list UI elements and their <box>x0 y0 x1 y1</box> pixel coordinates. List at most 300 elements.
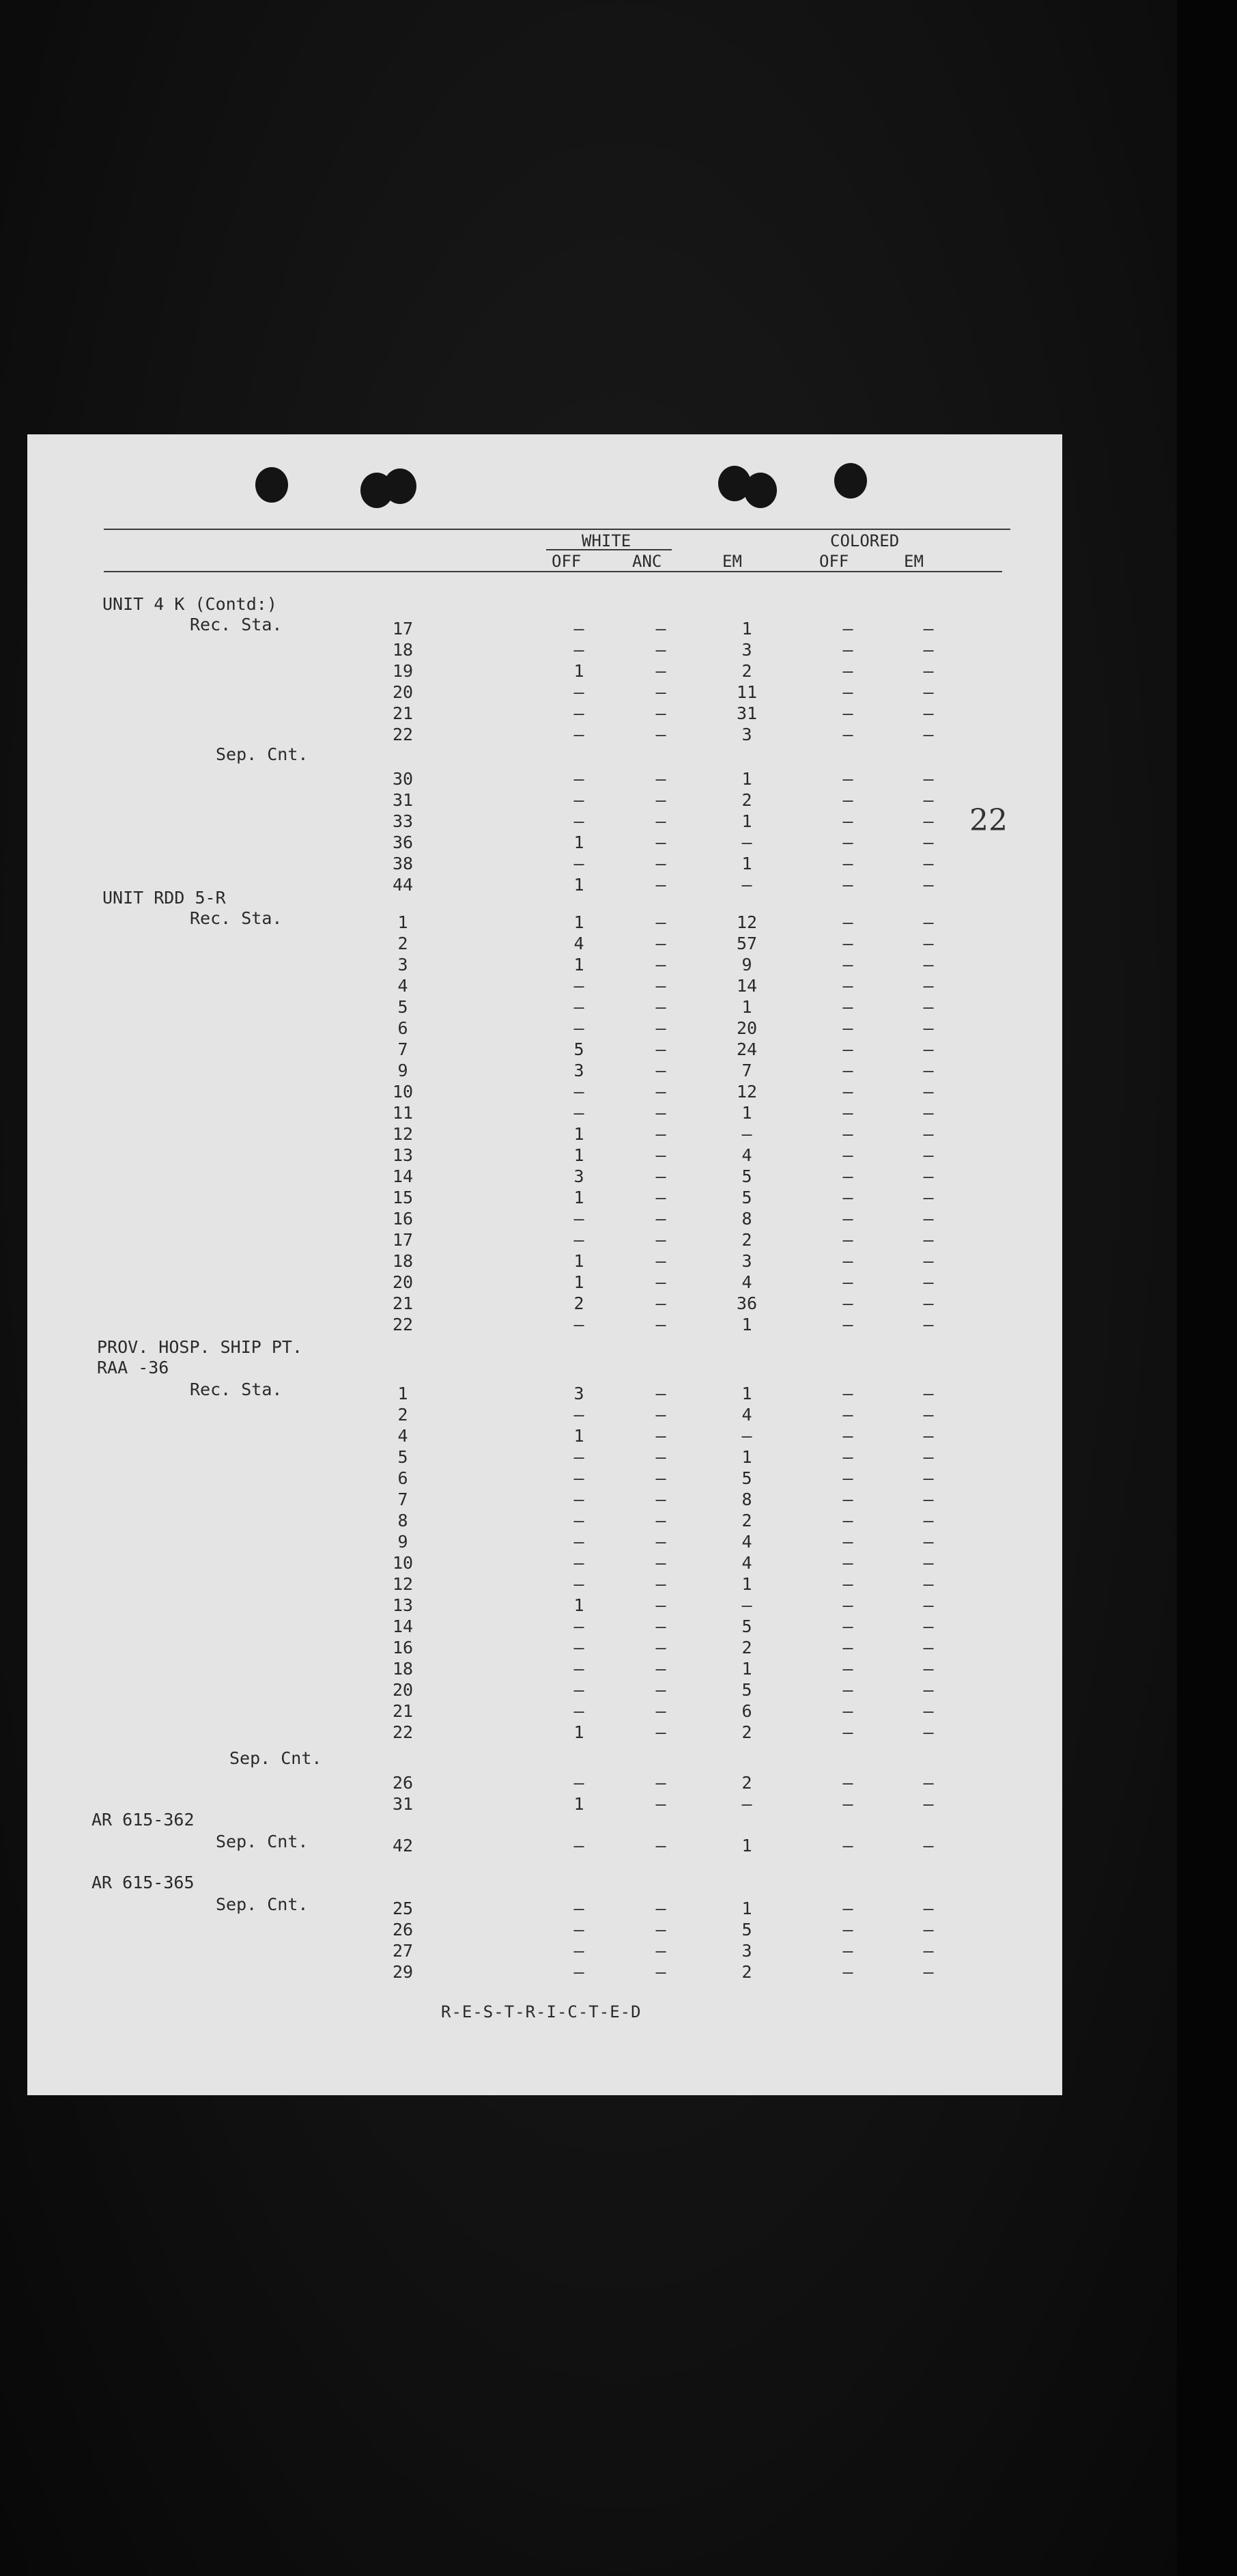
white-anc-cell: – <box>655 1553 666 1573</box>
white-off-cell: – <box>573 1532 584 1552</box>
day-cell: 13 <box>392 1145 414 1165</box>
white-off-cell: – <box>573 1405 584 1425</box>
section-label: AR 615-362 <box>91 1810 195 1830</box>
white-anc-cell: – <box>655 976 666 996</box>
white-off-cell: 3 <box>573 1061 584 1080</box>
restricted-footer: R-E-S-T-R-I-C-T-E-D <box>441 2002 642 2021</box>
colored-off-cell: – <box>842 1061 853 1080</box>
white-anc-cell: – <box>655 1574 666 1594</box>
day-cell: 10 <box>392 1082 414 1102</box>
white-off-cell: – <box>573 640 584 660</box>
white-em-cell: 6 <box>741 1701 752 1721</box>
white-em-cell: – <box>741 832 752 852</box>
white-em-cell: 5 <box>741 1680 752 1700</box>
section-label: PROV. HOSP. SHIP PT. <box>97 1337 303 1357</box>
colored-em-cell: – <box>923 997 934 1017</box>
colored-off-cell: – <box>842 1659 853 1679</box>
colored-em-cell: – <box>923 934 934 953</box>
day-cell: 16 <box>392 1638 414 1657</box>
subsection-label: Sep. Cnt. <box>216 1894 309 1914</box>
white-off-cell: – <box>573 1899 584 1918</box>
colored-off-cell: – <box>842 1188 853 1207</box>
day-cell: 1 <box>397 912 408 932</box>
white-off-cell: 1 <box>573 661 584 681</box>
colored-off-cell: – <box>842 1941 853 1961</box>
colored-off-cell: – <box>842 1315 853 1334</box>
day-cell: 19 <box>392 661 414 681</box>
white-anc-cell: – <box>655 854 666 873</box>
colored-off-cell: – <box>842 1124 853 1144</box>
day-cell: 3 <box>397 955 408 975</box>
day-cell: 12 <box>392 1124 414 1144</box>
white-off-cell: – <box>573 811 584 831</box>
colored-off-cell: – <box>842 1251 853 1271</box>
colored-off-cell: – <box>842 1145 853 1165</box>
colored-off-cell: – <box>842 1532 853 1552</box>
white-anc-cell: – <box>655 1082 666 1102</box>
colored-off-cell: – <box>842 1209 853 1229</box>
colored-off-cell: – <box>842 1680 853 1700</box>
colored-em-cell: – <box>923 1447 934 1467</box>
white-off-cell: 1 <box>573 832 584 852</box>
white-off-cell: 1 <box>573 1124 584 1144</box>
colored-off-cell: – <box>842 1701 853 1721</box>
colored-em-cell: – <box>923 769 934 789</box>
colored-off-cell: – <box>842 1103 853 1123</box>
white-off-cell: – <box>573 1962 584 1982</box>
day-cell: 5 <box>397 997 408 1017</box>
white-anc-cell: – <box>655 790 666 810</box>
colored-off-cell: – <box>842 640 853 660</box>
colored-em-cell: – <box>923 790 934 810</box>
day-cell: 27 <box>392 1941 414 1961</box>
page-number: 22 <box>969 803 1008 838</box>
colored-off-cell: – <box>842 1616 853 1636</box>
colored-em-cell: – <box>923 1405 934 1425</box>
white-em-cell: 3 <box>741 640 752 660</box>
colored-em-cell: – <box>923 1426 934 1446</box>
white-anc-cell: – <box>655 1145 666 1165</box>
white-off-cell: – <box>573 997 584 1017</box>
white-em-cell: 1 <box>741 1447 752 1467</box>
white-off-cell: – <box>573 769 584 789</box>
white-off-cell: – <box>573 1553 584 1573</box>
colored-off-cell: – <box>842 934 853 953</box>
colored-off-cell: – <box>842 1638 853 1657</box>
subsection-label: Sep. Cnt. <box>216 744 309 764</box>
white-em-cell: 36 <box>736 1293 758 1313</box>
colored-off-cell: – <box>842 955 853 975</box>
colored-em-cell: – <box>923 1293 934 1313</box>
day-cell: 5 <box>397 1447 408 1467</box>
colored-off-cell: – <box>842 1794 853 1814</box>
white-em-cell: 4 <box>741 1553 752 1573</box>
white-anc-cell: – <box>655 1209 666 1229</box>
colored-em-cell: – <box>923 682 934 702</box>
white-off-cell: – <box>573 725 584 744</box>
white-anc-cell: – <box>655 934 666 953</box>
day-cell: 42 <box>392 1836 414 1856</box>
white-anc-cell: – <box>655 1251 666 1271</box>
white-anc-cell: – <box>655 1272 666 1292</box>
subsection-label: Rec. Sta. <box>190 908 283 928</box>
white-em-cell: 1 <box>741 1315 752 1334</box>
white-off-cell: 1 <box>573 912 584 932</box>
colored-em-cell: – <box>923 912 934 932</box>
colored-em-cell: – <box>923 811 934 831</box>
colored-em-cell: – <box>923 1039 934 1059</box>
colored-off-cell: – <box>842 1511 853 1530</box>
colored-em-cell: – <box>923 725 934 744</box>
white-em-cell: 8 <box>741 1209 752 1229</box>
day-cell: 6 <box>397 1468 408 1488</box>
white-anc-cell: – <box>655 1230 666 1250</box>
colored-off-header: OFF <box>819 552 849 571</box>
white-em-cell: 2 <box>741 661 752 681</box>
colored-em-cell: – <box>923 1941 934 1961</box>
colored-em-cell: – <box>923 1209 934 1229</box>
colored-em-cell: – <box>923 955 934 975</box>
colored-off-cell: – <box>842 1574 853 1594</box>
white-em-cell: 12 <box>736 1082 758 1102</box>
white-off-cell: 2 <box>573 1293 584 1313</box>
day-cell: 13 <box>392 1595 414 1615</box>
white-em-cell: 4 <box>741 1272 752 1292</box>
colored-em-cell: – <box>923 832 934 852</box>
colored-off-cell: – <box>842 811 853 831</box>
white-em-cell: 2 <box>741 1230 752 1250</box>
day-cell: 7 <box>397 1039 408 1059</box>
white-em-header: EM <box>722 552 742 571</box>
white-em-cell: 8 <box>741 1489 752 1509</box>
colored-off-cell: – <box>842 1039 853 1059</box>
white-off-cell: – <box>573 703 584 723</box>
white-anc-cell: – <box>655 912 666 932</box>
colored-off-cell: – <box>842 1272 853 1292</box>
white-off-cell: 1 <box>573 1794 584 1814</box>
white-em-cell: 3 <box>741 1251 752 1271</box>
white-anc-cell: – <box>655 682 666 702</box>
white-em-cell: 1 <box>741 1899 752 1918</box>
colored-off-cell: – <box>842 703 853 723</box>
day-cell: 2 <box>397 934 408 953</box>
colored-em-cell: – <box>923 1166 934 1186</box>
white-anc-cell: – <box>655 703 666 723</box>
white-off-cell: – <box>573 1489 584 1509</box>
day-cell: 6 <box>397 1018 408 1038</box>
day-cell: 4 <box>397 1426 408 1446</box>
colored-off-cell: – <box>842 1773 853 1793</box>
colored-em-header: EM <box>904 552 924 571</box>
white-anc-cell: – <box>655 1166 666 1186</box>
white-em-cell: 12 <box>736 912 758 932</box>
colored-off-cell: – <box>842 1426 853 1446</box>
white-em-cell: 7 <box>741 1061 752 1080</box>
white-off-cell: – <box>573 619 584 639</box>
white-off-cell: 1 <box>573 1188 584 1207</box>
day-cell: 25 <box>392 1899 414 1918</box>
white-em-cell: 14 <box>736 976 758 996</box>
white-off-cell: 3 <box>573 1166 584 1186</box>
colored-em-cell: – <box>923 1489 934 1509</box>
colored-em-cell: – <box>923 640 934 660</box>
day-cell: 26 <box>392 1773 414 1793</box>
colored-em-cell: – <box>923 1680 934 1700</box>
white-em-cell: 2 <box>741 1773 752 1793</box>
white-anc-cell: – <box>655 1489 666 1509</box>
section-label: UNIT 4 K (Contd:) <box>102 594 277 614</box>
white-off-cell: 1 <box>573 1272 584 1292</box>
white-anc-cell: – <box>655 1722 666 1742</box>
subsection-label: Sep. Cnt. <box>216 1832 309 1851</box>
header-rule <box>104 571 1002 572</box>
white-off-cell: – <box>573 854 584 873</box>
day-cell: 22 <box>392 725 414 744</box>
white-em-cell: 4 <box>741 1405 752 1425</box>
white-off-cell: 1 <box>573 1722 584 1742</box>
colored-em-cell: – <box>923 1103 934 1123</box>
colored-em-cell: – <box>923 1616 934 1636</box>
colored-header: COLORED <box>830 531 900 550</box>
day-cell: 11 <box>392 1103 414 1123</box>
colored-off-cell: – <box>842 1553 853 1573</box>
white-em-cell: 3 <box>741 1941 752 1961</box>
white-off-cell: – <box>573 1082 584 1102</box>
white-em-cell: 4 <box>741 1145 752 1165</box>
day-cell: 31 <box>392 1794 414 1814</box>
white-anc-cell: – <box>655 997 666 1017</box>
day-cell: 38 <box>392 854 414 873</box>
white-em-cell: 5 <box>741 1468 752 1488</box>
white-em-cell: 1 <box>741 1384 752 1403</box>
day-cell: 18 <box>392 640 414 660</box>
colored-em-cell: – <box>923 1251 934 1271</box>
colored-off-cell: – <box>842 1836 853 1856</box>
white-em-cell: 1 <box>741 1574 752 1594</box>
day-cell: 22 <box>392 1315 414 1334</box>
colored-off-cell: – <box>842 1405 853 1425</box>
top-rule <box>104 529 1010 530</box>
white-anc-cell: – <box>655 1680 666 1700</box>
white-em-cell: – <box>741 1595 752 1615</box>
white-anc-cell: – <box>655 725 666 744</box>
punch-hole <box>834 463 867 499</box>
colored-em-cell: – <box>923 703 934 723</box>
day-cell: 7 <box>397 1489 408 1509</box>
colored-em-cell: – <box>923 1315 934 1334</box>
white-anc-cell: – <box>655 1061 666 1080</box>
white-anc-cell: – <box>655 1920 666 1940</box>
section-label: RAA -36 <box>97 1358 169 1377</box>
colored-em-cell: – <box>923 1899 934 1918</box>
colored-off-cell: – <box>842 1489 853 1509</box>
day-cell: 33 <box>392 811 414 831</box>
colored-em-cell: – <box>923 1773 934 1793</box>
white-anc-cell: – <box>655 1018 666 1038</box>
white-em-cell: 9 <box>741 955 752 975</box>
colored-off-cell: – <box>842 1082 853 1102</box>
day-cell: 29 <box>392 1962 414 1982</box>
subsection-label: Rec. Sta. <box>190 1380 283 1399</box>
white-em-cell: 57 <box>736 934 758 953</box>
day-cell: 12 <box>392 1574 414 1594</box>
white-off-header: OFF <box>552 552 582 571</box>
colored-em-cell: – <box>923 1511 934 1530</box>
white-off-cell: 1 <box>573 1426 584 1446</box>
day-cell: 20 <box>392 1272 414 1292</box>
white-off-cell: – <box>573 1773 584 1793</box>
white-em-cell: 5 <box>741 1166 752 1186</box>
white-anc-cell: – <box>655 1616 666 1636</box>
white-anc-cell: – <box>655 1315 666 1334</box>
white-anc-cell: – <box>655 1426 666 1446</box>
colored-em-cell: – <box>923 1018 934 1038</box>
white-anc-header: ANC <box>632 552 662 571</box>
colored-em-cell: – <box>923 1468 934 1488</box>
white-anc-cell: – <box>655 1039 666 1059</box>
white-anc-cell: – <box>655 1103 666 1123</box>
white-off-cell: – <box>573 1920 584 1940</box>
colored-em-cell: – <box>923 1638 934 1657</box>
white-anc-cell: – <box>655 1447 666 1467</box>
white-off-cell: – <box>573 1701 584 1721</box>
day-cell: 2 <box>397 1405 408 1425</box>
white-off-cell: – <box>573 1230 584 1250</box>
white-anc-cell: – <box>655 640 666 660</box>
colored-em-cell: – <box>923 875 934 895</box>
day-cell: 21 <box>392 1293 414 1313</box>
white-anc-cell: – <box>655 1836 666 1856</box>
colored-em-cell: – <box>923 1722 934 1742</box>
white-em-cell: 11 <box>736 682 758 702</box>
colored-em-cell: – <box>923 1188 934 1207</box>
white-off-cell: – <box>573 1659 584 1679</box>
white-em-cell: – <box>741 1124 752 1144</box>
white-em-cell: 5 <box>741 1188 752 1207</box>
white-off-cell: 1 <box>573 955 584 975</box>
film-edge <box>1177 0 1237 2576</box>
white-anc-cell: – <box>655 811 666 831</box>
day-cell: 26 <box>392 1920 414 1940</box>
white-em-cell: 1 <box>741 997 752 1017</box>
colored-em-cell: – <box>923 1553 934 1573</box>
day-cell: 21 <box>392 703 414 723</box>
colored-off-cell: – <box>842 1899 853 1918</box>
day-cell: 8 <box>397 1511 408 1530</box>
colored-off-cell: – <box>842 1018 853 1038</box>
colored-off-cell: – <box>842 875 853 895</box>
day-cell: 44 <box>392 875 414 895</box>
colored-off-cell: – <box>842 976 853 996</box>
colored-em-cell: – <box>923 1574 934 1594</box>
white-em-cell: 1 <box>741 811 752 831</box>
colored-off-cell: – <box>842 1384 853 1403</box>
white-em-cell: 2 <box>741 790 752 810</box>
section-label: AR 615-365 <box>91 1873 195 1892</box>
white-em-cell: 24 <box>736 1039 758 1059</box>
day-cell: 1 <box>397 1384 408 1403</box>
white-anc-cell: – <box>655 832 666 852</box>
day-cell: 31 <box>392 790 414 810</box>
white-off-cell: – <box>573 1103 584 1123</box>
white-off-cell: – <box>573 1680 584 1700</box>
white-anc-cell: – <box>655 1701 666 1721</box>
colored-em-cell: – <box>923 1124 934 1144</box>
white-em-cell: 1 <box>741 1659 752 1679</box>
punch-hole <box>744 473 777 508</box>
day-cell: 15 <box>392 1188 414 1207</box>
white-anc-cell: – <box>655 619 666 639</box>
colored-off-cell: – <box>842 790 853 810</box>
day-cell: 22 <box>392 1722 414 1742</box>
day-cell: 18 <box>392 1251 414 1271</box>
colored-em-cell: – <box>923 1384 934 1403</box>
white-off-cell: 1 <box>573 1251 584 1271</box>
colored-em-cell: – <box>923 1794 934 1814</box>
white-off-cell: – <box>573 1209 584 1229</box>
white-em-cell: 2 <box>741 1722 752 1742</box>
white-em-cell: 5 <box>741 1616 752 1636</box>
colored-em-cell: – <box>923 1595 934 1615</box>
subsection-label: Rec. Sta. <box>190 615 283 634</box>
white-em-cell: 1 <box>741 769 752 789</box>
white-anc-cell: – <box>655 1638 666 1657</box>
colored-em-cell: – <box>923 1061 934 1080</box>
day-cell: 4 <box>397 976 408 996</box>
white-anc-cell: – <box>655 1405 666 1425</box>
day-cell: 21 <box>392 1701 414 1721</box>
colored-em-cell: – <box>923 1659 934 1679</box>
colored-em-cell: – <box>923 1272 934 1292</box>
white-anc-cell: – <box>655 1962 666 1982</box>
white-anc-cell: – <box>655 955 666 975</box>
white-em-cell: 31 <box>736 703 758 723</box>
white-header: WHITE <box>582 531 631 550</box>
white-anc-cell: – <box>655 1532 666 1552</box>
day-cell: 20 <box>392 1680 414 1700</box>
document-page <box>27 434 1062 2095</box>
white-off-cell: 4 <box>573 934 584 953</box>
white-off-cell: – <box>573 976 584 996</box>
colored-off-cell: – <box>842 1447 853 1467</box>
day-cell: 17 <box>392 1230 414 1250</box>
white-anc-cell: – <box>655 1188 666 1207</box>
white-anc-cell: – <box>655 1899 666 1918</box>
colored-em-cell: – <box>923 1920 934 1940</box>
day-cell: 16 <box>392 1209 414 1229</box>
white-anc-cell: – <box>655 1384 666 1403</box>
white-em-cell: 1 <box>741 619 752 639</box>
white-off-cell: – <box>573 1018 584 1038</box>
colored-em-cell: – <box>923 661 934 681</box>
colored-off-cell: – <box>842 854 853 873</box>
colored-off-cell: – <box>842 1595 853 1615</box>
colored-off-cell: – <box>842 769 853 789</box>
white-off-cell: – <box>573 1836 584 1856</box>
colored-off-cell: – <box>842 1962 853 1982</box>
white-anc-cell: – <box>655 1595 666 1615</box>
white-off-cell: 1 <box>573 1595 584 1615</box>
colored-off-cell: – <box>842 997 853 1017</box>
colored-off-cell: – <box>842 619 853 639</box>
colored-off-cell: – <box>842 1722 853 1742</box>
white-em-cell: 1 <box>741 1103 752 1123</box>
punch-hole <box>384 468 416 504</box>
white-anc-cell: – <box>655 1794 666 1814</box>
white-em-cell: 1 <box>741 854 752 873</box>
colored-off-cell: – <box>842 1293 853 1313</box>
white-em-cell: 4 <box>741 1532 752 1552</box>
